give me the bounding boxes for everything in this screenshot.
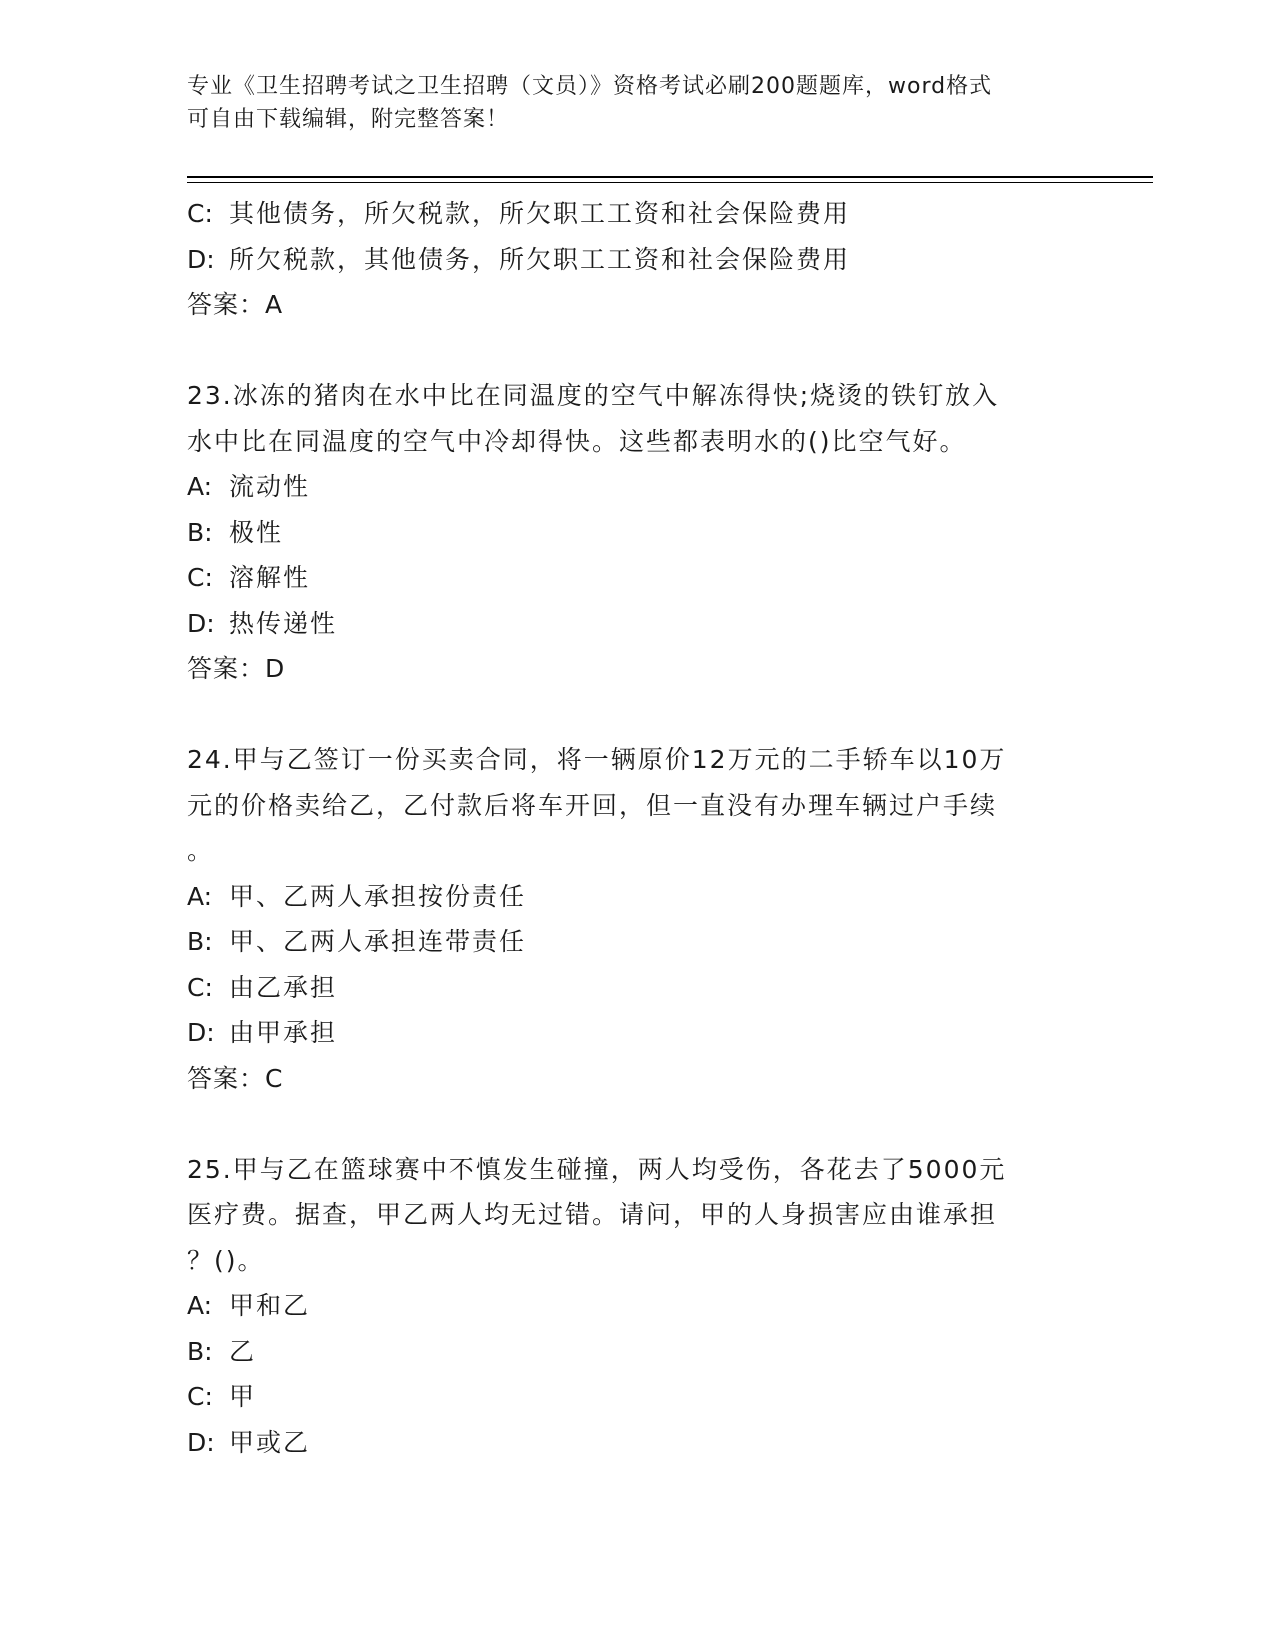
document-header: [187, 70, 1077, 136]
option-text: 甲、乙两人承担连带责任: [229, 927, 527, 956]
question-text-line: 23.冰冻的猪肉在水中比在同温度的空气中解冻得快;烧烫的铁钉放入: [187, 381, 1000, 410]
option-text: 溶解性: [229, 563, 311, 592]
option-text: 甲和乙: [229, 1291, 311, 1320]
answer-line: 答案：D: [187, 654, 286, 683]
question-25: [187, 1147, 1077, 1466]
header-rule-thin: [187, 182, 1153, 183]
question-content: [187, 191, 1077, 1465]
option-label: D:: [187, 244, 215, 274]
option-line: [187, 237, 1077, 283]
spacer: [187, 328, 1077, 374]
option-text: 极性: [229, 517, 284, 547]
option-label: C:: [187, 1382, 213, 1411]
option-text: 甲、乙两人承担按份责任: [229, 881, 527, 911]
option-line: [187, 1010, 1077, 1056]
option-line: [187, 1420, 1077, 1466]
option-text: 所欠税款，其他债务，所欠职工工资和社会保险费用: [229, 244, 851, 274]
option-label: A:: [187, 1291, 213, 1320]
option-label: B:: [187, 517, 213, 547]
option-text: 甲: [229, 1382, 257, 1411]
option-line: [187, 555, 1077, 601]
spacer: [187, 692, 1077, 738]
option-text: 流动性: [229, 472, 311, 501]
option-label: D:: [187, 608, 215, 638]
question-22-continued: [187, 191, 1077, 328]
option-text: 由甲承担: [229, 1018, 338, 1047]
option-line: [187, 1374, 1077, 1420]
option-line: [187, 601, 1077, 647]
spacer: [187, 1101, 1077, 1147]
option-label: C:: [187, 199, 213, 228]
question-text-line: 24.甲与乙签订一份买卖合同，将一辆原价12万元的二手轿车以10万: [187, 745, 1007, 774]
question-text-line: 。: [187, 836, 215, 865]
option-line: [187, 874, 1077, 920]
option-label: A:: [187, 881, 213, 911]
answer-line: 答案：A: [187, 290, 284, 319]
option-line: [187, 464, 1077, 510]
question-24: [187, 737, 1077, 1101]
option-label: A:: [187, 472, 213, 501]
option-line: [187, 191, 1077, 237]
option-line: [187, 1283, 1077, 1329]
option-label: D:: [187, 1018, 215, 1047]
question-text-line: 元的价格卖给乙，乙付款后将车开回，但一直没有办理车辆过户手续: [187, 790, 998, 820]
option-label: C:: [187, 972, 213, 1002]
option-text: 其他债务，所欠税款，所欠职工工资和社会保险费用: [229, 199, 851, 228]
question-text-line: 水中比在同温度的空气中冷却得快。这些都表明水的()比空气好。: [187, 426, 967, 456]
option-line: [187, 919, 1077, 965]
header-line-1: 专业《卫生招聘考试之卫生招聘（文员）》资格考试必刷200题题库，word格式: [187, 74, 993, 99]
question-text-line: 25.甲与乙在篮球赛中不慎发生碰撞，两人均受伤，各花去了5000元: [187, 1154, 1007, 1184]
option-label: B:: [187, 927, 213, 956]
option-label: D:: [187, 1427, 215, 1457]
option-label: C:: [187, 563, 213, 592]
header-rule-thick: [187, 176, 1153, 178]
option-line: [187, 965, 1077, 1011]
answer-line: 答案：C: [187, 1063, 284, 1093]
option-line: [187, 1329, 1077, 1375]
option-line: [187, 510, 1077, 556]
header-line-2: 可自由下载编辑，附完整答案！: [187, 107, 510, 132]
option-text: 由乙承担: [229, 972, 338, 1002]
question-text-line: ？()。: [187, 1245, 265, 1275]
question-23: [187, 373, 1077, 692]
question-text-line: 医疗费。据查，甲乙两人均无过错。请问，甲的人身损害应由谁承担: [187, 1200, 998, 1229]
option-label: B:: [187, 1336, 213, 1366]
option-text: 甲或乙: [229, 1427, 311, 1457]
option-text: 乙: [229, 1336, 257, 1366]
option-text: 热传递性: [229, 608, 338, 638]
